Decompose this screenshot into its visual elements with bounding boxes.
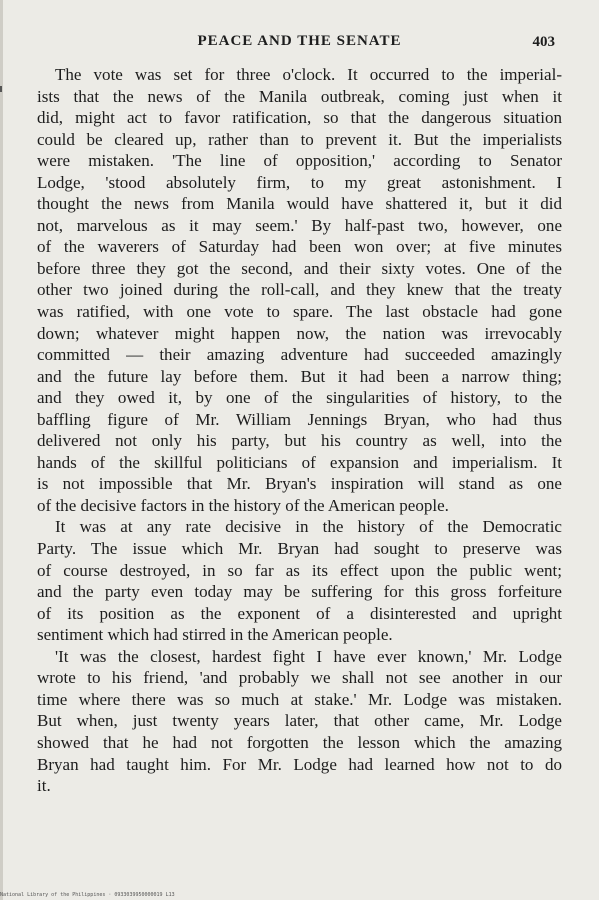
text-line: Lodge, 'stood absolutely firm, to my great astonishment. I [37,172,562,192]
text-line: delivered not only his party, but his country as well, into the [37,431,562,451]
text-line: were mistaken. 'The line of opposition,' according to Senator [37,151,562,171]
page-number: 403 [532,34,555,50]
text-line: baffling figure of Mr. William Jennings Bryan, who had thus [37,409,562,429]
text-line: Bryan had taught him. For Mr. Lodge had learned how not to do [37,754,562,774]
running-head [0,31,599,55]
text-line: and the future lay before them. But it had been a narrow thing; [37,366,562,386]
text-line: committed — their amazing adventure had succeeded amazingly [37,345,562,365]
text-line: thought the news from Manila would have shattered it, but it did [37,194,562,214]
text-line: it. [37,776,51,796]
text-line: But when, just twenty years later, that other came, Mr. Lodge [37,711,562,731]
text-line: hands of the skillful politicians of expansion and imperialism. It [37,452,562,472]
text-line: of the waverers of Saturday had been won over; at five minutes [37,237,562,257]
text-line: other two joined during the roll-call, and they knew that the treaty [37,280,562,300]
text-line: and the party even today may be suffering for this gross forfeiture [37,582,562,602]
running-head-title: PEACE AND THE SENATE [197,33,402,49]
text-line: is not impossible that Mr. Bryan's inspiration will stand as one [37,474,562,494]
body-text [37,64,562,797]
text-line: sentiment which had stirred in the American people. [37,625,393,645]
text-line: before three they got the second, and their sixty votes. One of the [37,258,562,278]
text-line: showed that he had not forgotten the lesson which the amazing [37,732,562,752]
text-line: did, might act to favor ratification, so that the dangerous situation [37,108,562,128]
text-line: and they owed it, by one of the singularities of history, to the [37,388,562,408]
text-line: down; whatever might happen now, the nation was irrevocably [37,323,562,343]
text-line: Party. The issue which Mr. Bryan had sought to preserve was [37,539,562,559]
page-edge-mark [0,86,2,92]
text-line: was ratified, with one vote to spare. The last obstacle had gone [37,302,562,322]
text-line: of course destroyed, in so far as its effect upon the public went; [37,560,562,580]
text-line: time where there was so much at stake.' Mr. Lodge was mistaken. [37,689,562,709]
text-line: It was at any rate decisive in the history of the Democratic [55,517,562,537]
scan-credit: National Library of the Philippines · 0933039950000019 L13 [0,892,175,898]
text-line: of the decisive factors in the history of the American people. [37,495,449,515]
text-line: could be cleared up, rather than to prevent it. But the imperialists [37,129,562,149]
page-edge [0,0,3,900]
text-line: The vote was set for three o'clock. It occurred to the imperial- [55,65,562,84]
text-line: of its position as the exponent of a disinterested and upright [37,603,562,623]
text-line: ists that the news of the Manila outbreak, coming just when it [37,86,562,106]
text-line: 'It was the closest, hardest fight I have ever known,' Mr. Lodge [55,646,562,666]
text-line: wrote to his friend, 'and probably we shall not see another in our [37,668,562,688]
text-line: not, marvelous as it may seem.' By half-past two, however, one [37,215,562,235]
